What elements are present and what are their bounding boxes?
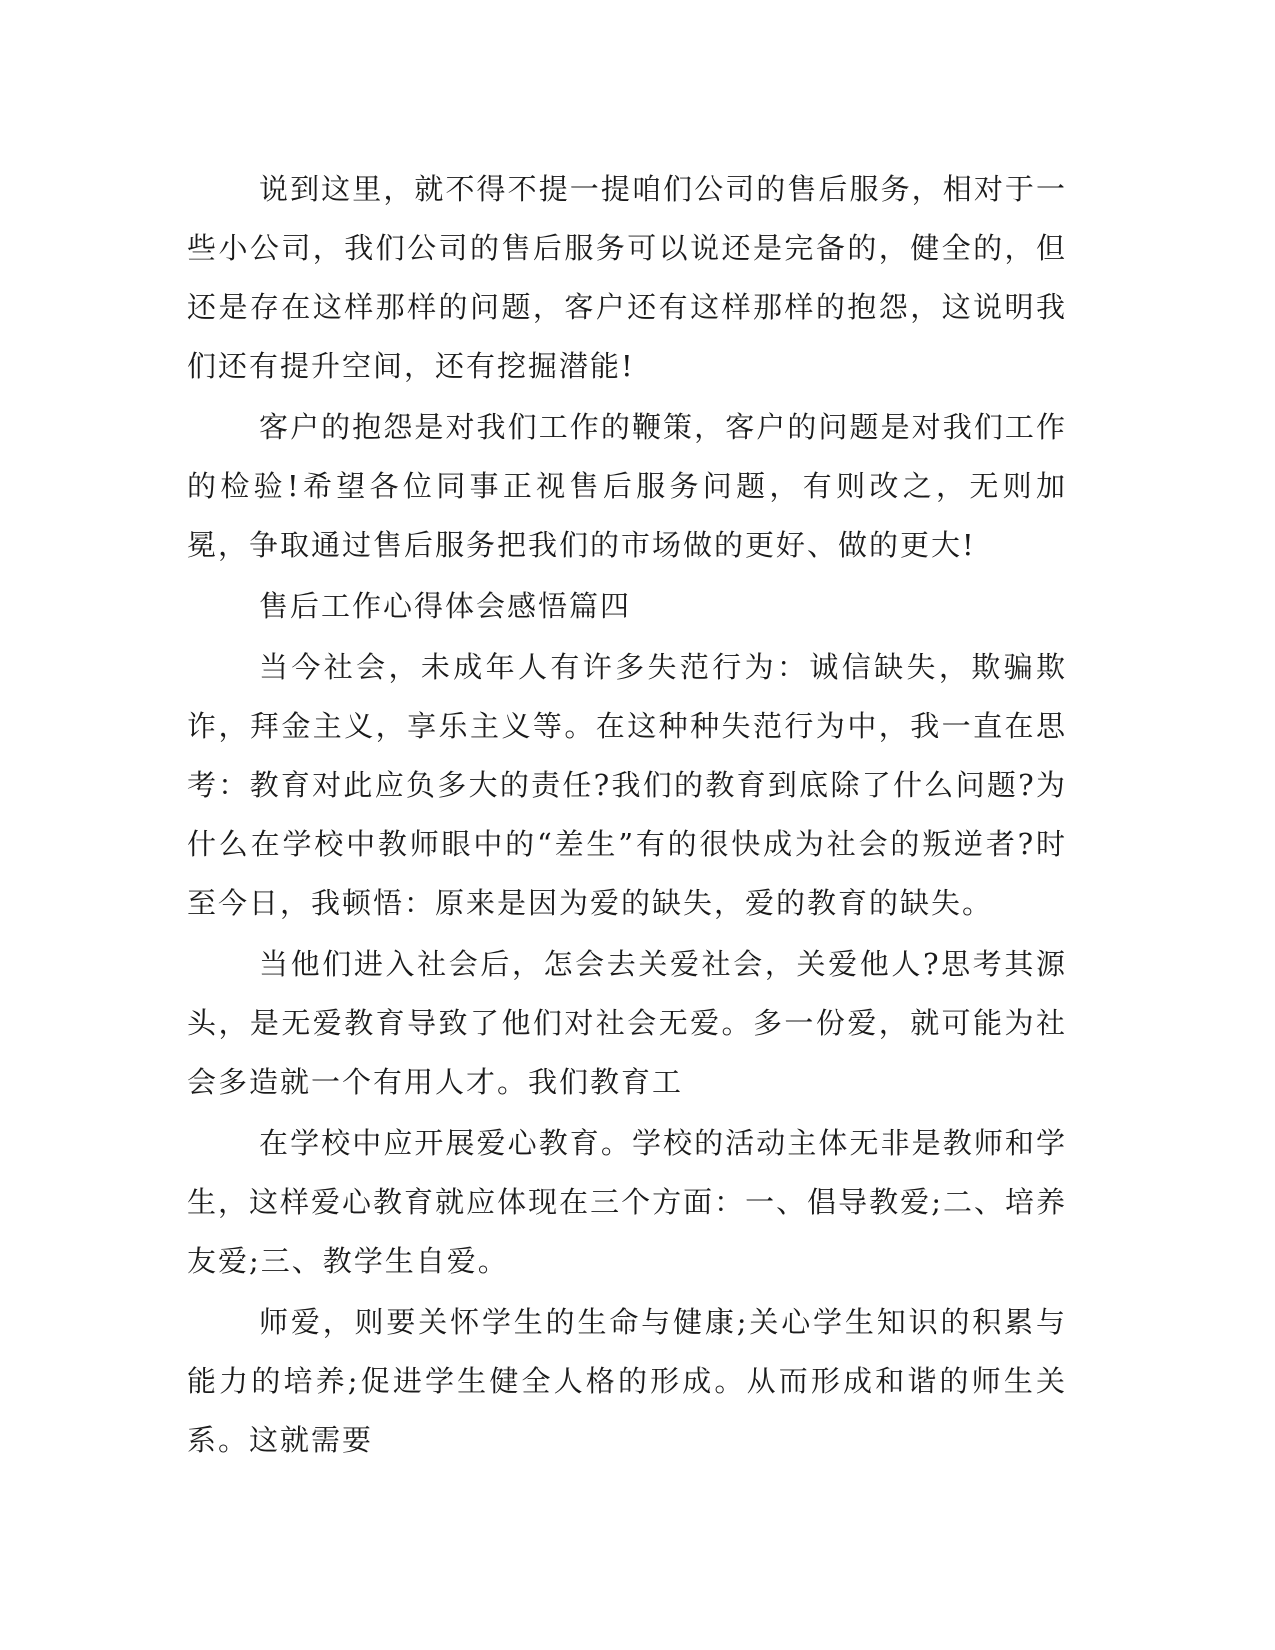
- paragraph-love-education: 在学校中应开展爱心教育。学校的活动主体无非是教师和学生，这样爱心教育就应体现在三个方面：一、倡导教爱;二、培养友爱;三、教学生自爱。: [187, 1126, 1067, 1278]
- document-body: [187, 160, 1067, 1472]
- paragraph-enter-society: 当他们进入社会后，怎会去关爱社会，关爱他人?思考其源头，是无爱教育导致了他们对社会无爱。多一份爱，就可能为社会多造就一个有用人才。我们教育工: [187, 947, 1067, 1099]
- paragraph-after-sales-service: 说到这里，就不得不提一提咱们公司的售后服务，相对于一些小公司，我们公司的售后服务可以说还是完备的，健全的，但还是存在这样那样的问题，客户还有这样那样的抱怨，这说明我们还有提升空间，还有挖掘潜能!: [187, 172, 1067, 383]
- paragraph-minors-behavior: 当今社会，未成年人有许多失范行为：诚信缺失，欺骗欺诈，拜金主义，享乐主义等。在这种种失范行为中，我一直在思考：教育对此应负多大的责任?我们的教育到底除了什么问题?为什么在学校中教师眼中的“差生”有的很快成为社会的叛逆者?时至今日，我顿悟：原来是因为爱的缺失，爱的教育的缺失。: [187, 650, 1067, 920]
- paragraph-customer-complaints: 客户的抱怨是对我们工作的鞭策，客户的问题是对我们工作的检验!希望各位同事正视售后服务问题，有则改之，无则加冕，争取通过售后服务把我们的市场做的更好、做的更大!: [187, 410, 1067, 562]
- paragraph-teacher-love: 师爱，则要关怀学生的生命与健康;关心学生知识的积累与能力的培养;促进学生健全人格的形成。从而形成和谐的师生关系。这就需要: [187, 1305, 1067, 1457]
- section-heading: 售后工作心得体会感悟篇四: [259, 589, 632, 623]
